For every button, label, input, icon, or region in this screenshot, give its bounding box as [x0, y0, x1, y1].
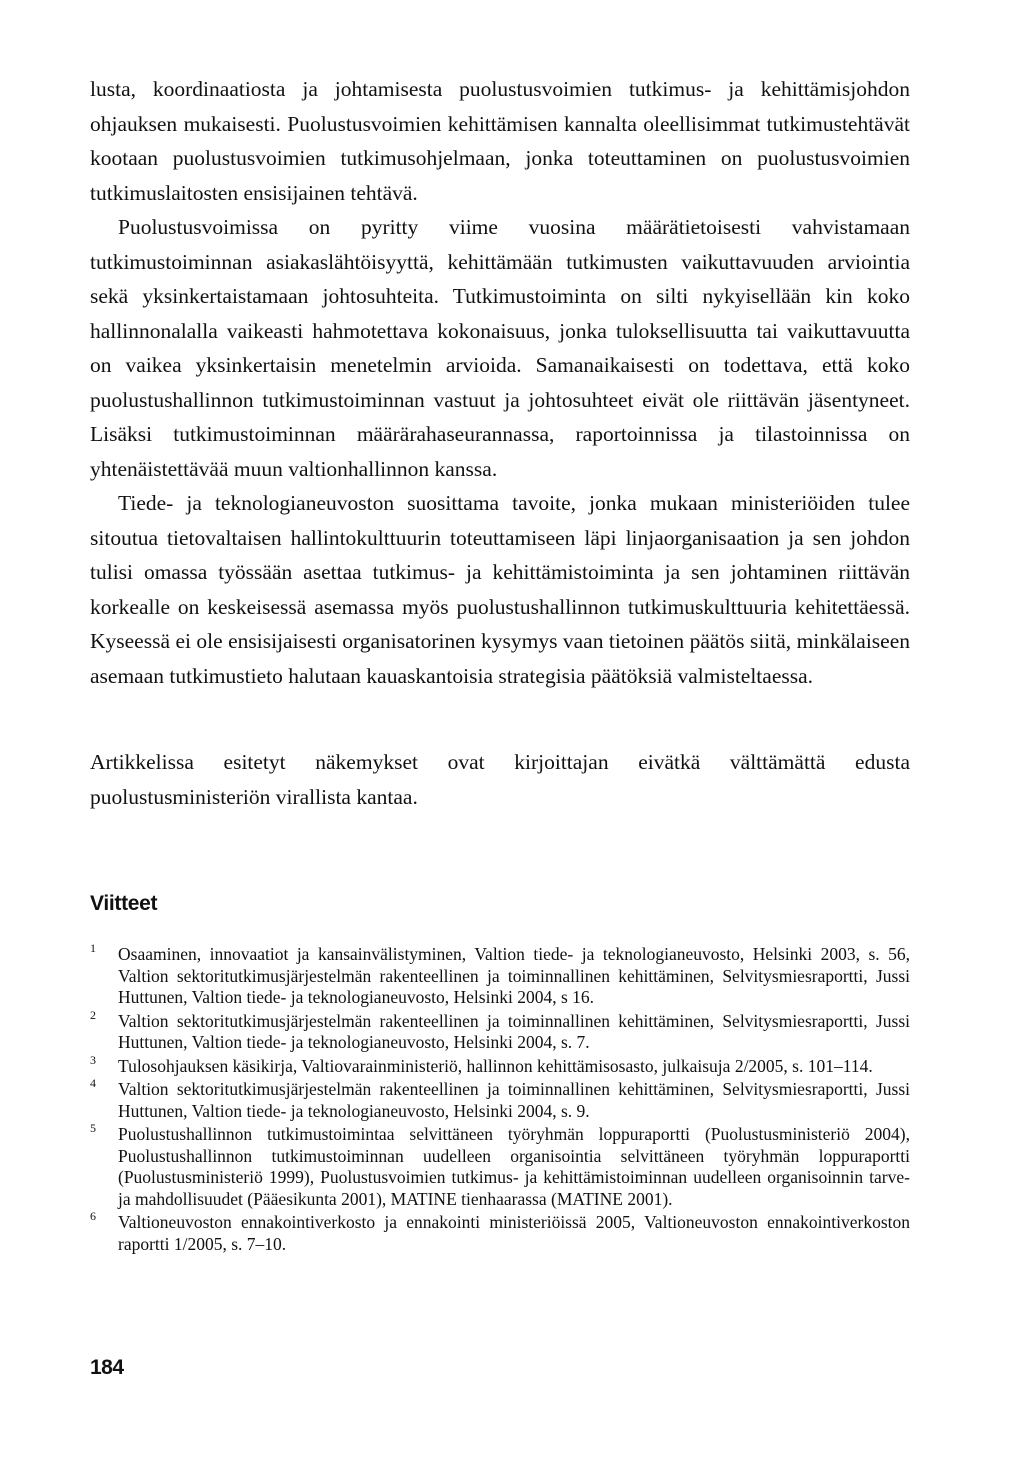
- reference-number: 1: [90, 941, 96, 955]
- paragraph: Puolustusvoimissa on pyritty viime vuosina määrätietoisesti vahvistamaan tutkimustoiminnan asiakaslähtöisyyttä, kehittämään tutkimusten vaikuttavuuden arviointia sekä yksinkertaistamaan johtosuhteita. Tutkimustoiminta on silti nykyisellään kin koko hallinnonalalla vaikeasti hahmotettava kokonaisuus, jonka tuloksellisuutta tai vaikuttavuutta on vaikea yksinkertaisin menetelmin arvioida. Samanaikaisesti on todettava, että koko puolustushallinnon tutkimustoiminnan vastuut ja johtosuhteet eivät ole riittävän jäsentyneet. Lisäksi tutkimustoiminnan määrärahaseurannassa, raportoinnissa ja tilastoinnissa on yhtenäistettävää muun valtionhallinnon kanssa.: [90, 215, 910, 481]
- reference-number: 2: [90, 1007, 96, 1022]
- reference-text: Valtion sektoritutkimusjärjestelmän rakenteellinen ja toiminnallinen kehittäminen, Selvitysmiesraportti, Jussi Huttunen, Valtion tiede- ja teknologianeuvosto, Helsinki 2004, s. 9.: [118, 1079, 910, 1121]
- disclaimer: Artikkelissa esitetyt näkemykset ovat kirjoittajan eivätkä välttämättä edusta puolustusministeriön virallista kantaa.: [90, 750, 910, 809]
- reference-text: Tulosohjauksen käsikirja, Valtiovarainministeriö, hallinnon kehittämisosasto, julkaisuja 2/2005, s. 101–114.: [118, 1055, 873, 1076]
- reference-item: [90, 1209, 910, 1255]
- reference-number: 6: [90, 1209, 96, 1223]
- page-number: 184: [90, 1356, 124, 1379]
- body-text: [90, 72, 910, 814]
- reference-item: [90, 1076, 910, 1122]
- page-content: [90, 72, 910, 1257]
- reference-number: 5: [90, 1121, 96, 1135]
- paragraph: Tiede- ja teknologianeuvoston suosittama tavoite, jonka mukaan ministeriöiden tulee sitoutua tietovaltaisen hallintokulttuurin toteuttamiseen läpi linjaorganisaation ja sen johdon tulisi omassa työssään asettaa tutkimus- ja kehittämistoiminta ja sen johtaminen riittävän korkealle on keskeisessä asemassa myös puolustushallinnon tutkimuskulttuuria kehitettäessä. Kyseessä ei ole ensisijaisesti organisatorinen kysymys vaan tietoinen päätös siitä, minkälaiseen asemaan tutkimustieto halutaan kauaskantoisia strategisia päätöksiä valmisteltaessa.: [90, 491, 910, 688]
- reference-number: 3: [90, 1052, 96, 1067]
- references-heading: Viitteet: [90, 892, 158, 915]
- reference-text: Osaaminen, innovaatiot ja kansainvälistyminen, Valtion tiede- ja teknologianeuvosto, Helsinki 2003, s. 56, Valtion sektoritutkimusjärjestelmän rakenteellinen ja toiminnallinen kehittäminen, Selvitysmiesraportti, Jussi Huttunen, Valtion tiede- ja teknologianeuvosto, Helsinki 2004, s 16.: [118, 944, 910, 1007]
- reference-item: [90, 1007, 910, 1054]
- paragraph: lusta, koordinaatiosta ja johtamisesta puolustusvoimien tutkimus- ja kehittämisjohdon ohjauksen mukaisesti. Puolustusvoimien kehittämisen kannalta oleellisimmat tutkimustehtävät kootaan puolustusvoimien tutkimusohjelmaan, jonka toteuttaminen on puolustusvoimien tutkimuslaitosten ensisijainen tehtävä.: [90, 77, 910, 205]
- reference-number: 4: [90, 1076, 96, 1090]
- reference-item: [90, 941, 910, 1009]
- references-list: [90, 941, 910, 1255]
- reference-text: Valtion sektoritutkimusjärjestelmän rakenteellinen ja toiminnallinen kehittäminen, Selvitysmiesraportti, Jussi Huttunen, Valtion tiede- ja teknologianeuvosto, Helsinki 2004, s. 7.: [118, 1010, 910, 1052]
- reference-text: Valtioneuvoston ennakointiverkosto ja ennakointi ministeriöissä 2005, Valtioneuvoston ennakointiverkoston raportti 1/2005, s. 7–10.: [118, 1212, 910, 1254]
- reference-item: [90, 1121, 910, 1210]
- reference-text: Puolustushallinnon tutkimustoimintaa selvittäneen työryhmän loppuraportti (Puolustusministeriö 2004), Puolustushallinnon tutkimustoiminnan uudelleen organisointia selvittäneen työryhmän loppuraportti (Puolustusministeriö 1999), Puolustusvoimien tutkimus- ja kehittämistoiminnan uudelleen organisoinnin tarve- ja mahdollisuudet (Pääesikunta 2001), MATINE tienhaarassa (MATINE 2001).: [118, 1124, 910, 1209]
- reference-item: [90, 1052, 910, 1078]
